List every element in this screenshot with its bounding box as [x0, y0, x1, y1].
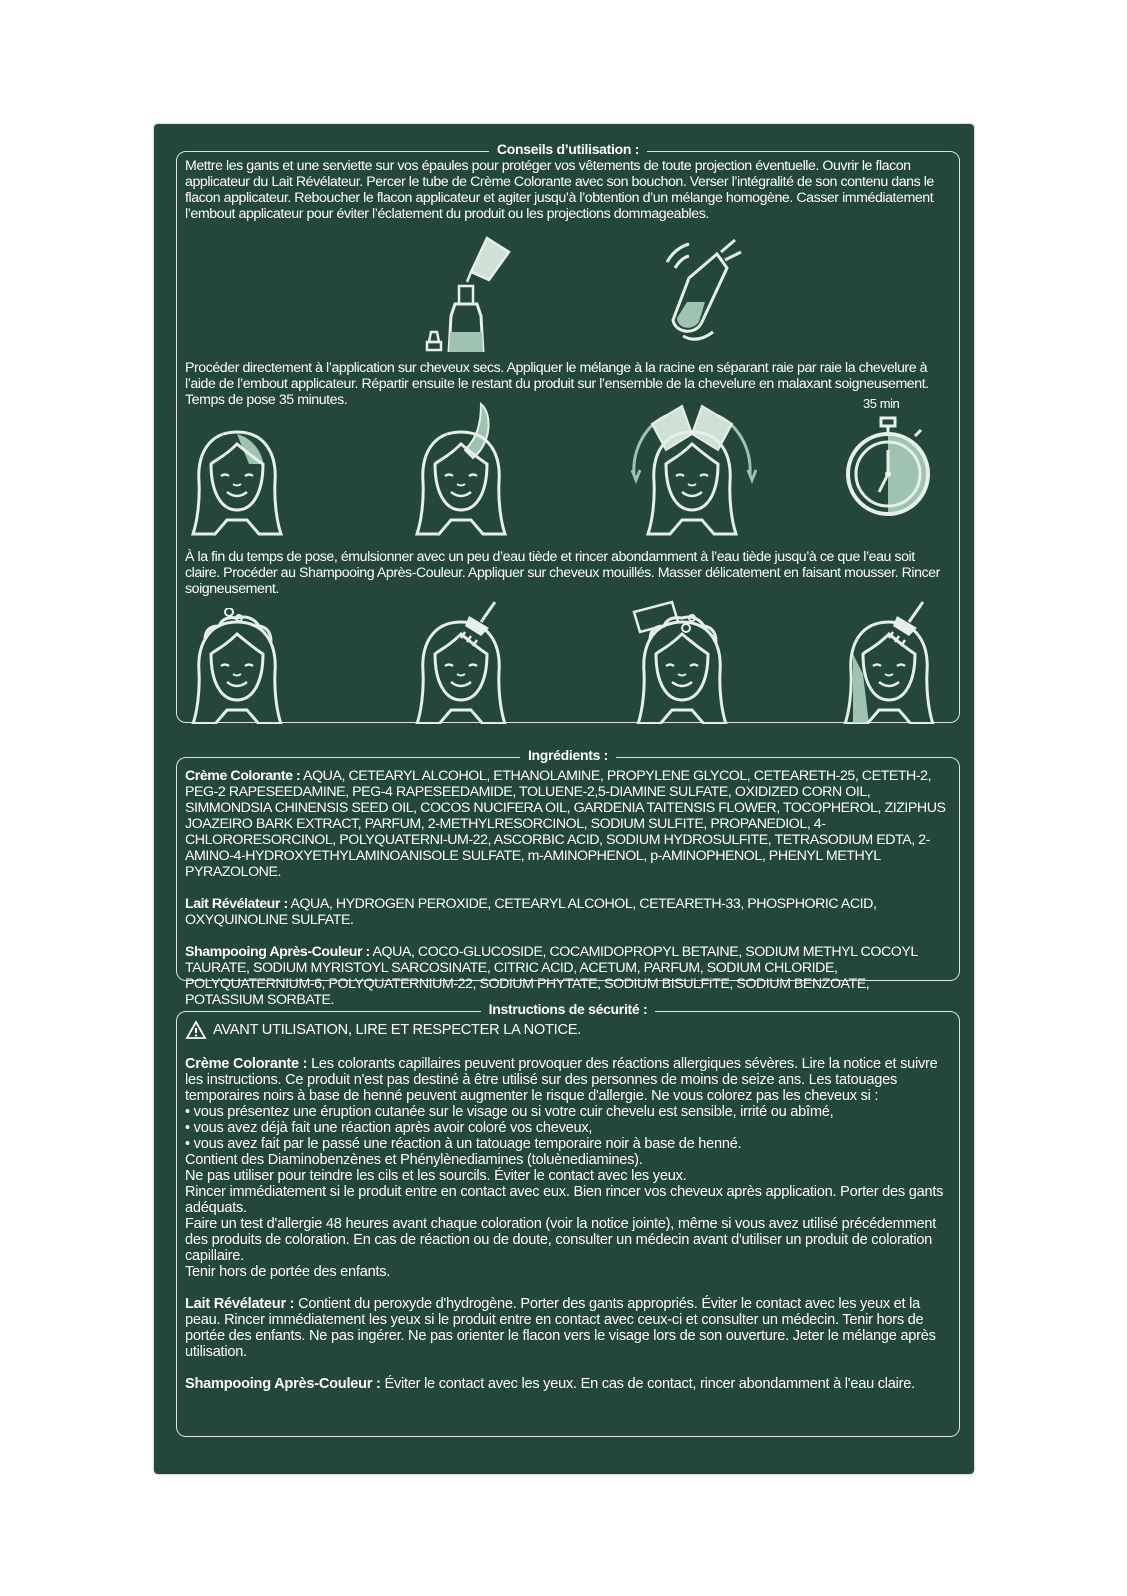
safety-warning-text: AVANT UTILISATION, LIRE ET RESPECTER LA NOTICE.	[213, 1022, 582, 1038]
safety-creme	[185, 1056, 951, 1104]
usage-title: Conseils d’utilisation :	[489, 141, 647, 157]
usage-step2-text: Procéder directement à l’application sur cheveux secs. Appliquer le mélange à la racine en séparant raie par raie la chevelure à l’aide de l’embout applicateur. Répartir ensuite le restant du produit sur l’ensemble de la chevelure en malaxant soigneusement. Temps de pose 35 minutes.	[185, 360, 929, 408]
ingredients-creme-label: Crème Colorante :	[185, 768, 301, 784]
safety-creme-label: Crème Colorante :	[185, 1056, 308, 1072]
ingredients-shampoo	[185, 944, 951, 1008]
safety-lait-text: Contient du peroxyde d'hydrogène. Porter des gants appropriés. Éviter le contact avec les yeux et la peau. Rincer immédiatement les yeux si le produit entre en contact avec ceux-ci et consulter un médecin. Tenir hors de portée des enfants. Ne pas ingérer. Ne pas orienter le flacon vers le visage lors de son ouverture. Jeter le mélange après utilisation.	[185, 1296, 936, 1360]
safety-lait	[185, 1296, 951, 1360]
safety-box	[176, 1001, 960, 1437]
ingredients-shampoo-list: AQUA, COCO-GLUCOSIDE, COCAMIDOPROPYL BETAINE, SODIUM METHYL COCOYL TAURATE, SODIUM MYRISTOYL SARCOSINATE, CITRIC ACID, ACETUM, PARFUM, SODIUM CHLORIDE, POLYQUATERNIUM-6, POLYQUATERNIUM-22, SODIUM PHYTATE, SODIUM BISULFITE, SODIUM BENZOATE, POTASSIUM SORBATE.	[185, 944, 918, 1008]
shake-bottle-icon	[647, 232, 757, 352]
safety-bullet-2: • vous avez déjà fait une réaction après avoir coloré vos cheveux,	[185, 1120, 593, 1136]
safety-rinse: Rincer immédiatement si le produit entre en contact avec eux. Bien rincer vos cheveux après application. Porter des gants adéquats.	[185, 1184, 944, 1216]
ingredients-creme	[185, 768, 951, 880]
safety-lait-label: Lait Révélateur :	[185, 1296, 295, 1312]
safety-warning	[185, 1020, 951, 1040]
ingredients-box	[176, 747, 960, 1008]
ingredients-lait-list: AQUA, HYDROGEN PEROXIDE, CETEARYL ALCOHOL, CETEARETH-33, PHOSPHORIC ACID, OXYQUINOLINE SULFATE.	[185, 896, 877, 928]
face-hair-parting-icon	[187, 424, 287, 536]
face-applicator-icon	[411, 402, 511, 536]
package-panel	[154, 124, 974, 1474]
safety-allergy-test: Faire un test d'allergie 48 heures avant chaque coloration (voir la notice jointe), même si vous avez utilisé précédemment des produits de coloration. En cas de réaction ou de doute, consulter un médecin avant d'utiliser un produit de coloration capillaire.	[185, 1216, 937, 1264]
ingredients-shampoo-label: Shampooing Après-Couleur :	[185, 944, 370, 960]
usage-step3-text: À la fin du temps de pose, émulsionner avec un peu d’eau tiède et rincer abondamment à l’eau tiède jusqu’à ce que l’eau soit claire. Procéder au Shampooing Après-Couleur. Appliquer sur cheveux mouillés. Masser délicatement en faisant mousser. Rincer soigneusement.	[185, 549, 940, 597]
ingredients-lait	[185, 896, 951, 928]
face-rinse-shower-icon	[839, 600, 939, 724]
ingredients-title: Ingrédients :	[520, 747, 616, 763]
safety-bullet-3: • vous avez fait par le passé une réaction à un tatouage temporaire noir à base de henné.	[185, 1136, 742, 1152]
face-shower-icon	[411, 600, 511, 724]
stopwatch-icon	[843, 416, 933, 516]
safety-shampoo-label: Shampooing Après-Couleur :	[185, 1376, 381, 1392]
bottle-tube-icon	[417, 232, 527, 352]
safety-bullet-1: • vous présentez une éruption cutanée sur le visage ou si votre cuir chevelu est sensible, irrité ou abîmé,	[185, 1104, 834, 1120]
ingredients-creme-list: AQUA, CETEARYL ALCOHOL, ETHANOLAMINE, PROPYLENE GLYCOL, CETEARETH-25, CETETH-2, PEG-2 RAPESEEDAMINE, PEG-4 RAPESEEDAMIDE, TOLUENE-2,5-DIAMINE SULFATE, OXIDIZED CORN OIL, SIMMONDSIA CHINENSIS SEED OIL, COCOS NUCIFERA OIL, GARDENIA TAITENSIS FLOWER, TOCOPHEROL, ZIZIPHUS JOAZEIRO BARK EXTRACT, PARFUM, 2-METHYLRESORCINOL, SODIUM SULFITE, PROPANEDIOL, 4-CHLORORESORCINOL, POLYQUATERNI-UM-22, ASCORBIC ACID, SODIUM HYDROSULFITE, TETRASODIUM EDTA, 2-AMINO-4-HYDROXYETHYLAMINOANISOLE SULFATE, m-AMINOPHENOL, p-AMINOPHENOL, PHENYL METHYL PYRAZOLONE.	[185, 768, 946, 880]
safety-contains: Contient des Diaminobenzènes et Phénylènediamines (toluènediamines).	[185, 1152, 643, 1168]
safety-eyelashes: Ne pas utiliser pour teindre les cils et les sourcils. Éviter le contact avec les yeux.	[185, 1168, 687, 1184]
ingredients-lait-label: Lait Révélateur :	[185, 896, 288, 912]
usage-box	[176, 141, 960, 723]
safety-creme-intro: Les colorants capillaires peuvent provoquer des réactions allergiques sévères. Lire la notice et suivre les instructions. Ce produit n'est pas destiné à être utilisé sur des personnes de moins de seize ans. Les tatouages temporaires noirs à base de henné peuvent augmenter le risque d'allergie. Ne vous colorez pas les cheveux si :	[185, 1056, 938, 1104]
timer-label: 35 min	[863, 396, 900, 411]
ingredients-text	[185, 768, 951, 1008]
usage-step1-text: Mettre les gants et une serviette sur vos épaules pour protéger vos vêtements de toute projection éventuelle. Ouvrir le flacon applicateur du Lait Révélateur. Percer le tube de Crème Colorante avec son bouchon. Verser l’intégralité de son contenu dans le flacon applicateur. Reboucher le flacon applicateur et agiter jusqu’à l’obtention d’un mélange homogène. Casser immédiatement l’embout applicateur pour éviter l’éclatement du produit ou les projections dommageables.	[185, 158, 934, 222]
safety-text	[185, 1020, 951, 1392]
safety-shampoo-text: Éviter le contact avec les yeux. En cas de contact, rincer abondamment à l'eau claire.	[380, 1376, 915, 1392]
safety-shampoo	[185, 1376, 951, 1392]
face-massage-hands-icon	[627, 402, 757, 536]
safety-children: Tenir hors de portée des enfants.	[185, 1264, 391, 1280]
face-foam-icon	[187, 608, 287, 724]
safety-title: Instructions de sécurité :	[481, 1001, 656, 1017]
face-shampoo-sachet-icon	[632, 600, 732, 724]
warning-triangle-icon	[185, 1020, 207, 1040]
